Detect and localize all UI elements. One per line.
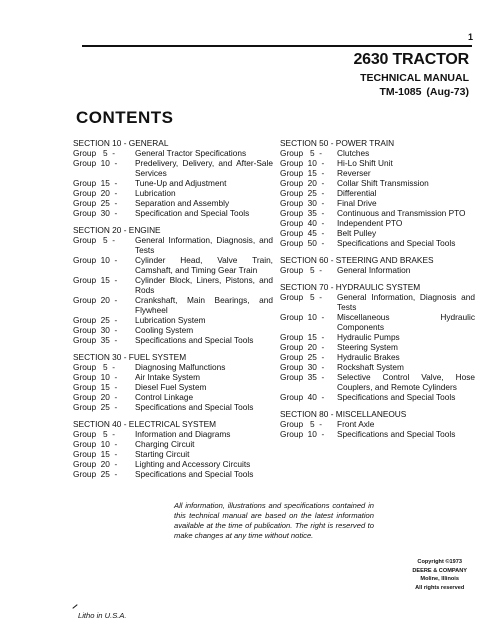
group-label: Group 10 - <box>280 312 325 322</box>
group-description: Lighting and Accessory Circuits <box>135 459 251 469</box>
group-entry <box>73 188 273 198</box>
group-description: Separation and Assembly <box>135 198 230 208</box>
group-label: Group 15 - <box>280 332 325 342</box>
group-entry <box>73 148 273 158</box>
manual-subtitle: TECHNICAL MANUAL <box>360 72 469 84</box>
group-description: Specifications and Special Tools <box>337 238 456 248</box>
group-label: Group 25 - <box>73 469 118 479</box>
group-description: General Information, Diagnosis and Tests <box>337 292 475 312</box>
group-entry <box>73 335 273 345</box>
group-label: Group 35 - <box>73 335 118 345</box>
group-label: Group 10 - <box>73 439 118 449</box>
group-entry <box>73 469 273 479</box>
group-label: Group 25 - <box>280 188 325 198</box>
group-label: Group 10 - <box>73 255 118 265</box>
group-entry <box>280 168 475 178</box>
contents-heading: CONTENTS <box>76 108 174 127</box>
group-description: Selective Control Valve, Hose Couplers, and Remote Cylinders <box>337 372 475 392</box>
group-label: Group 5 - <box>73 148 115 158</box>
group-description: Independent PTO <box>337 218 403 228</box>
group-entry <box>280 342 475 352</box>
group-description: General Information <box>337 265 411 275</box>
group-entry <box>280 188 475 198</box>
group-label: Group 20 - <box>73 188 118 198</box>
group-entry <box>73 158 273 178</box>
group-label: Group 15 - <box>280 168 325 178</box>
group-label: Group 15 - <box>73 382 118 392</box>
group-entry <box>73 178 273 188</box>
group-description: Lubrication <box>135 188 176 198</box>
group-entry <box>280 208 475 218</box>
group-entry <box>73 372 273 382</box>
group-label: Group 15 - <box>73 178 118 188</box>
manual-id-line <box>379 86 469 98</box>
group-description: Control Linkage <box>135 392 194 402</box>
group-entry <box>280 238 475 248</box>
group-label: Group 40 - <box>280 392 325 402</box>
group-label: Group 5 - <box>73 235 115 245</box>
group-entry <box>280 158 475 168</box>
contents-section <box>73 419 273 479</box>
group-label: Group 5 - <box>73 362 115 372</box>
group-entry <box>73 459 273 469</box>
group-entry <box>280 392 475 402</box>
group-label: Group 10 - <box>73 158 118 168</box>
group-description: Cylinder Block, Liners, Pistons, and Rods <box>135 275 273 295</box>
contents-section <box>280 138 475 248</box>
section-heading: SECTION 10 - GENERAL <box>73 138 169 148</box>
copyright-block <box>412 558 467 592</box>
group-label: Group 20 - <box>73 459 118 469</box>
group-entry <box>73 295 273 315</box>
rights-reserved: All rights reserved <box>415 584 465 591</box>
group-entry <box>73 208 273 218</box>
group-description: Charging Circuit <box>135 439 195 449</box>
group-description: Collar Shift Transmission <box>337 178 429 188</box>
company-location: Moline, Illinois <box>420 576 459 582</box>
manual-title: 2630 TRACTOR <box>353 51 469 68</box>
section-heading: SECTION 20 - ENGINE <box>73 225 161 235</box>
group-entry <box>280 362 475 372</box>
group-entry <box>280 352 475 362</box>
group-label: Group 25 - <box>73 315 118 325</box>
group-entry <box>280 148 475 158</box>
group-entry <box>280 198 475 208</box>
group-entry <box>280 429 475 439</box>
group-description: Lubrication System <box>135 315 206 325</box>
group-entry <box>73 449 273 459</box>
contents-section <box>280 409 475 439</box>
group-description: Specifications and Special Tools <box>135 335 254 345</box>
section-heading: SECTION 70 - HYDRAULIC SYSTEM <box>280 282 421 292</box>
group-label: Group 45 - <box>280 228 325 238</box>
group-description: Cooling System <box>135 325 194 335</box>
group-description: Specifications and Special Tools <box>337 429 456 439</box>
group-label: Group 5 - <box>73 429 115 439</box>
company-name: DEERE & COMPANY <box>412 567 467 574</box>
group-label: Group 10 - <box>73 372 118 382</box>
group-description: Diagnosing Malfunctions <box>135 362 226 372</box>
contents-section <box>280 282 475 402</box>
litho-note: Litho in U.S.A. <box>78 611 127 620</box>
group-label: Group 20 - <box>73 295 118 305</box>
contents-right-column <box>280 138 475 446</box>
group-entry <box>73 392 273 402</box>
group-label: Group 40 - <box>280 218 325 228</box>
group-description: Hydraulic Pumps <box>337 332 400 342</box>
group-description: Belt Pulley <box>337 228 377 238</box>
manual-date: (Aug-73) <box>426 86 469 98</box>
group-label: Group 15 - <box>73 449 118 459</box>
group-label: Group 10 - <box>280 429 325 439</box>
group-label: Group 35 - <box>280 372 325 382</box>
group-description: Clutches <box>337 148 370 158</box>
group-description: Air Intake System <box>135 372 201 382</box>
disclaimer-note: All information, illustrations and specifications contained in this technical manual are based on the latest information available at the time of publication. The right is reserved to make changes at any time without notice. <box>174 501 374 540</box>
contents-left-column <box>73 138 273 486</box>
group-description: Information and Diagrams <box>135 429 231 439</box>
section-heading: SECTION 80 - MISCELLANEOUS <box>280 409 407 419</box>
group-label: Group 10 - <box>280 158 325 168</box>
group-entry <box>280 372 475 392</box>
group-entry <box>73 325 273 335</box>
section-heading: SECTION 30 - FUEL SYSTEM <box>73 352 187 362</box>
manual-id: TM-1085 <box>379 86 422 98</box>
group-label: Group 5 - <box>280 419 322 429</box>
group-entry <box>73 275 273 295</box>
group-description: Reverser <box>337 168 371 178</box>
group-label: Group 25 - <box>73 402 118 412</box>
group-description: Crankshaft, Main Bearings, and Flywheel <box>135 295 273 315</box>
group-description: Starting Circuit <box>135 449 190 459</box>
group-description: Tune-Up and Adjustment <box>135 178 227 188</box>
group-entry <box>280 178 475 188</box>
group-entry <box>280 218 475 228</box>
copyright-line: Copyright ©1973 <box>417 559 462 565</box>
group-description: Predelivery, Delivery, and After-Sale Services <box>135 158 273 178</box>
group-label: Group 5 - <box>280 292 322 302</box>
group-description: Specifications and Special Tools <box>135 469 254 479</box>
page-number: 1 <box>468 32 474 42</box>
group-label: Group 15 - <box>73 275 118 285</box>
group-label: Group 5 - <box>280 265 322 275</box>
group-entry <box>73 198 273 208</box>
section-heading: SECTION 40 - ELECTRICAL SYSTEM <box>73 419 217 429</box>
group-description: Specifications and Special Tools <box>337 392 456 402</box>
group-description: Steering System <box>337 342 398 352</box>
group-entry <box>73 235 273 255</box>
group-description: General Tractor Specifications <box>135 148 247 158</box>
group-label: Group 35 - <box>280 208 325 218</box>
group-entry <box>280 312 475 332</box>
group-label: Group 25 - <box>73 198 118 208</box>
group-description: Diesel Fuel System <box>135 382 207 392</box>
group-description: Differential <box>337 188 377 198</box>
group-label: Group 50 - <box>280 238 325 248</box>
group-entry <box>73 362 273 372</box>
group-description: Hi-Lo Shift Unit <box>337 158 393 168</box>
group-label: Group 30 - <box>280 198 325 208</box>
group-label: Group 20 - <box>73 392 118 402</box>
group-description: Front Axle <box>337 419 375 429</box>
section-heading: SECTION 50 - POWER TRAIN <box>280 138 395 148</box>
section-heading: SECTION 60 - STEERING AND BRAKES <box>280 255 434 265</box>
group-description: Rockshaft System <box>337 362 404 372</box>
group-label: Group 30 - <box>280 362 325 372</box>
litho-mark <box>72 604 77 609</box>
group-description: Specification and Special Tools <box>135 208 250 218</box>
group-description: Continuous and Transmission PTO <box>337 208 466 218</box>
group-entry <box>73 429 273 439</box>
group-entry <box>73 382 273 392</box>
header-rule <box>82 45 472 47</box>
group-entry <box>280 419 475 429</box>
group-entry <box>280 292 475 312</box>
contents-section <box>73 352 273 412</box>
contents-section <box>73 225 273 345</box>
group-label: Group 30 - <box>73 325 118 335</box>
group-entry <box>73 439 273 449</box>
group-label: Group 30 - <box>73 208 118 218</box>
group-description: Cylinder Head, Valve Train, Camshaft, and Timing Gear Train <box>135 255 273 275</box>
group-description: Specifications and Special Tools <box>135 402 254 412</box>
contents-section <box>280 255 475 275</box>
group-label: Group 20 - <box>280 178 325 188</box>
contents-section <box>73 138 273 218</box>
group-entry <box>73 402 273 412</box>
group-entry <box>280 332 475 342</box>
group-label: Group 5 - <box>280 148 322 158</box>
group-entry <box>280 228 475 238</box>
group-label: Group 25 - <box>280 352 325 362</box>
group-description: General Information, Diagnosis, and Tests <box>135 235 273 255</box>
group-description: Final Drive <box>337 198 377 208</box>
group-label: Group 20 - <box>280 342 325 352</box>
group-entry <box>73 255 273 275</box>
group-entry <box>73 315 273 325</box>
group-description: Hydraulic Brakes <box>337 352 400 362</box>
group-description: Miscellaneous Hydraulic Components <box>337 312 475 332</box>
group-entry <box>280 265 475 275</box>
